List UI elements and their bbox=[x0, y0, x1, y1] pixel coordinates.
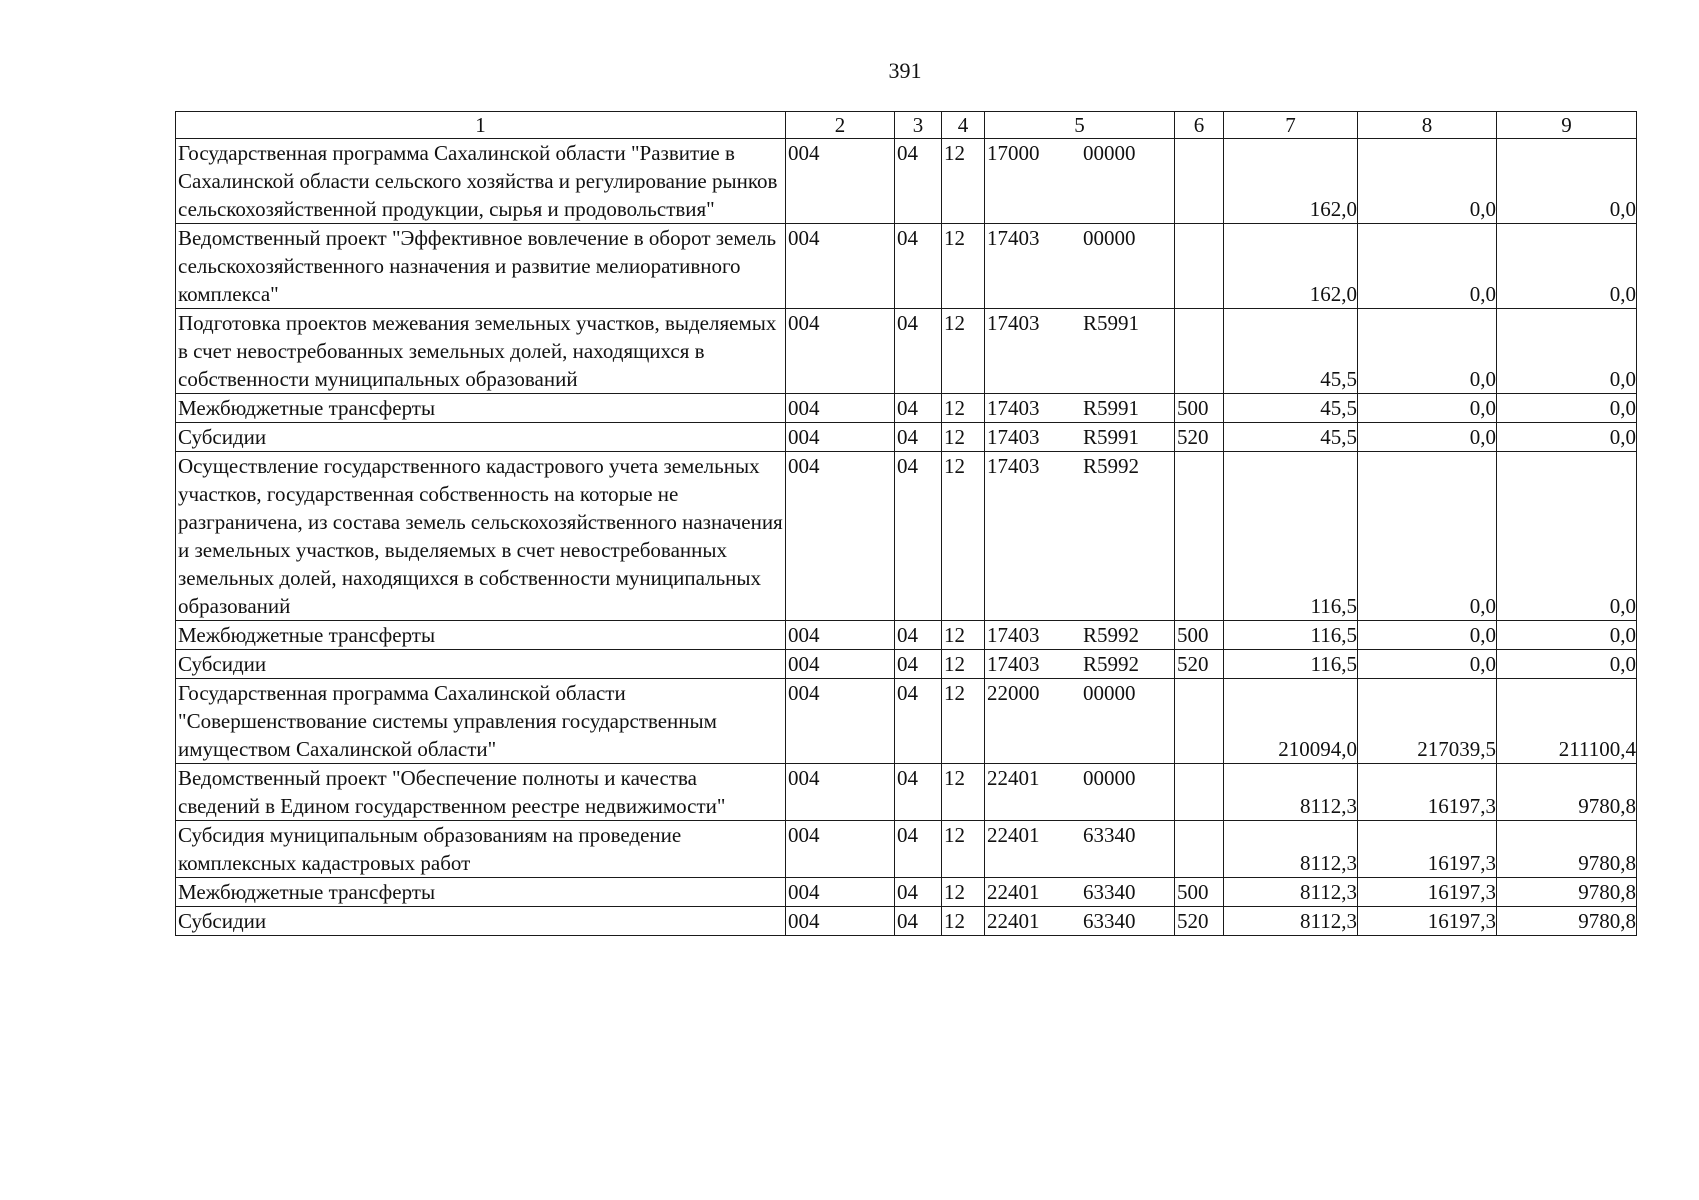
direction-code: 00000 bbox=[1083, 681, 1136, 705]
subsection-code: 12 bbox=[942, 309, 985, 394]
amount-year-2: 217039,5 bbox=[1358, 679, 1497, 764]
expense-type-code bbox=[1175, 309, 1224, 394]
program-code: 17000 bbox=[987, 141, 1040, 165]
amount-year-3: 9780,8 bbox=[1497, 821, 1637, 878]
target-article-code bbox=[985, 394, 1175, 423]
amount-year-1: 162,0 bbox=[1224, 224, 1358, 309]
section-code: 04 bbox=[895, 650, 942, 679]
direction-code: 63340 bbox=[1083, 880, 1136, 904]
section-code: 04 bbox=[895, 139, 942, 224]
target-article-code bbox=[985, 423, 1175, 452]
program-code: 22401 bbox=[987, 823, 1040, 847]
expense-type-code: 520 bbox=[1175, 423, 1224, 452]
direction-code: R5991 bbox=[1083, 425, 1140, 449]
table-row bbox=[176, 423, 1637, 452]
amount-year-1: 8112,3 bbox=[1224, 878, 1358, 907]
subsection-code: 12 bbox=[942, 224, 985, 309]
column-header: 1 bbox=[176, 112, 786, 139]
column-header: 9 bbox=[1497, 112, 1637, 139]
expense-type-code bbox=[1175, 764, 1224, 821]
amount-year-3: 0,0 bbox=[1497, 394, 1637, 423]
section-code: 04 bbox=[895, 764, 942, 821]
amount-year-3: 0,0 bbox=[1497, 650, 1637, 679]
program-code: 17403 bbox=[987, 396, 1040, 420]
ministry-code: 004 bbox=[786, 821, 895, 878]
ministry-code: 004 bbox=[786, 452, 895, 621]
table-header-row bbox=[176, 112, 1637, 139]
amount-year-2: 0,0 bbox=[1358, 621, 1497, 650]
table-row bbox=[176, 907, 1637, 936]
section-code: 04 bbox=[895, 907, 942, 936]
amount-year-3: 0,0 bbox=[1497, 309, 1637, 394]
section-code: 04 bbox=[895, 452, 942, 621]
table-row bbox=[176, 224, 1637, 309]
amount-year-3: 9780,8 bbox=[1497, 764, 1637, 821]
ministry-code: 004 bbox=[786, 139, 895, 224]
amount-year-1: 116,5 bbox=[1224, 650, 1358, 679]
direction-code: 63340 bbox=[1083, 909, 1136, 933]
section-code: 04 bbox=[895, 394, 942, 423]
amount-year-2: 0,0 bbox=[1358, 224, 1497, 309]
ministry-code: 004 bbox=[786, 394, 895, 423]
subsection-code: 12 bbox=[942, 423, 985, 452]
target-article-code bbox=[985, 452, 1175, 621]
section-code: 04 bbox=[895, 423, 942, 452]
amount-year-3: 211100,4 bbox=[1497, 679, 1637, 764]
item-name: Осуществление государственного кадастрового учета земельных участков, государственная собственность на которые не разграничена, из состава земель сельскохозяйственного назначения и земельных участков, выделяемых в счет невостребованных земельных долей, находящихся в собственности муниципальных образований bbox=[176, 452, 786, 621]
target-article-code bbox=[985, 679, 1175, 764]
amount-year-3: 0,0 bbox=[1497, 452, 1637, 621]
target-article-code bbox=[985, 907, 1175, 936]
item-name: Субсидия муниципальным образованиям на проведение комплексных кадастровых работ bbox=[176, 821, 786, 878]
subsection-code: 12 bbox=[942, 907, 985, 936]
subsection-code: 12 bbox=[942, 621, 985, 650]
expense-type-code bbox=[1175, 452, 1224, 621]
subsection-code: 12 bbox=[942, 878, 985, 907]
amount-year-2: 0,0 bbox=[1358, 139, 1497, 224]
section-code: 04 bbox=[895, 621, 942, 650]
expense-type-code: 500 bbox=[1175, 621, 1224, 650]
ministry-code: 004 bbox=[786, 423, 895, 452]
subsection-code: 12 bbox=[942, 452, 985, 621]
item-name: Межбюджетные трансферты bbox=[176, 878, 786, 907]
ministry-code: 004 bbox=[786, 679, 895, 764]
amount-year-3: 0,0 bbox=[1497, 139, 1637, 224]
amount-year-2: 0,0 bbox=[1358, 423, 1497, 452]
amount-year-2: 0,0 bbox=[1358, 309, 1497, 394]
column-header: 2 bbox=[786, 112, 895, 139]
expense-type-code: 500 bbox=[1175, 878, 1224, 907]
target-article-code bbox=[985, 621, 1175, 650]
expense-type-code: 500 bbox=[1175, 394, 1224, 423]
item-name: Государственная программа Сахалинской области "Развитие в Сахалинской области сельского хозяйства и регулирование рынков сельскохозяйственной продукции, сырья и продовольствия" bbox=[176, 139, 786, 224]
direction-code: 00000 bbox=[1083, 141, 1136, 165]
column-header: 8 bbox=[1358, 112, 1497, 139]
column-header: 7 bbox=[1224, 112, 1358, 139]
amount-year-2: 16197,3 bbox=[1358, 907, 1497, 936]
item-name: Субсидии bbox=[176, 650, 786, 679]
item-name: Ведомственный проект "Эффективное вовлечение в оборот земель сельскохозяйственного назначения и развитие мелиоративного комплекса" bbox=[176, 224, 786, 309]
table-row bbox=[176, 679, 1637, 764]
amount-year-2: 16197,3 bbox=[1358, 821, 1497, 878]
program-code: 17403 bbox=[987, 623, 1040, 647]
section-code: 04 bbox=[895, 878, 942, 907]
program-code: 22401 bbox=[987, 880, 1040, 904]
table-row bbox=[176, 452, 1637, 621]
amount-year-1: 45,5 bbox=[1224, 309, 1358, 394]
direction-code: R5992 bbox=[1083, 652, 1140, 676]
subsection-code: 12 bbox=[942, 821, 985, 878]
column-header: 5 bbox=[985, 112, 1175, 139]
subsection-code: 12 bbox=[942, 650, 985, 679]
table-row bbox=[176, 878, 1637, 907]
direction-code: R5992 bbox=[1083, 454, 1140, 478]
subsection-code: 12 bbox=[942, 764, 985, 821]
amount-year-1: 45,5 bbox=[1224, 394, 1358, 423]
program-code: 22401 bbox=[987, 766, 1040, 790]
target-article-code bbox=[985, 139, 1175, 224]
page-number: 391 bbox=[888, 58, 922, 83]
target-article-code bbox=[985, 764, 1175, 821]
expense-type-code: 520 bbox=[1175, 650, 1224, 679]
table-row bbox=[176, 394, 1637, 423]
table-row bbox=[176, 764, 1637, 821]
program-code: 17403 bbox=[987, 425, 1040, 449]
program-code: 22401 bbox=[987, 909, 1040, 933]
ministry-code: 004 bbox=[786, 878, 895, 907]
amount-year-1: 116,5 bbox=[1224, 621, 1358, 650]
section-code: 04 bbox=[895, 309, 942, 394]
ministry-code: 004 bbox=[786, 621, 895, 650]
ministry-code: 004 bbox=[786, 764, 895, 821]
program-code: 17403 bbox=[987, 226, 1040, 250]
program-code: 17403 bbox=[987, 454, 1040, 478]
direction-code: R5992 bbox=[1083, 623, 1140, 647]
amount-year-1: 210094,0 bbox=[1224, 679, 1358, 764]
amount-year-3: 9780,8 bbox=[1497, 907, 1637, 936]
direction-code: R5991 bbox=[1083, 311, 1140, 335]
table-row bbox=[176, 621, 1637, 650]
direction-code: R5991 bbox=[1083, 396, 1140, 420]
table-row bbox=[176, 309, 1637, 394]
ministry-code: 004 bbox=[786, 907, 895, 936]
expense-type-code: 520 bbox=[1175, 907, 1224, 936]
table-row bbox=[176, 650, 1637, 679]
target-article-code bbox=[985, 309, 1175, 394]
item-name: Межбюджетные трансферты bbox=[176, 394, 786, 423]
column-header: 3 bbox=[895, 112, 942, 139]
amount-year-3: 0,0 bbox=[1497, 224, 1637, 309]
subsection-code: 12 bbox=[942, 139, 985, 224]
expense-type-code bbox=[1175, 821, 1224, 878]
section-code: 04 bbox=[895, 821, 942, 878]
program-code: 17403 bbox=[987, 311, 1040, 335]
target-article-code bbox=[985, 224, 1175, 309]
amount-year-3: 0,0 bbox=[1497, 621, 1637, 650]
item-name: Межбюджетные трансферты bbox=[176, 621, 786, 650]
section-code: 04 bbox=[895, 224, 942, 309]
table-row bbox=[176, 139, 1637, 224]
amount-year-2: 0,0 bbox=[1358, 650, 1497, 679]
amount-year-2: 16197,3 bbox=[1358, 764, 1497, 821]
amount-year-1: 162,0 bbox=[1224, 139, 1358, 224]
column-header: 4 bbox=[942, 112, 985, 139]
section-code: 04 bbox=[895, 679, 942, 764]
program-code: 22000 bbox=[987, 681, 1040, 705]
subsection-code: 12 bbox=[942, 394, 985, 423]
direction-code: 00000 bbox=[1083, 766, 1136, 790]
expense-type-code bbox=[1175, 679, 1224, 764]
ministry-code: 004 bbox=[786, 650, 895, 679]
amount-year-3: 0,0 bbox=[1497, 423, 1637, 452]
table-row bbox=[176, 821, 1637, 878]
target-article-code bbox=[985, 878, 1175, 907]
amount-year-1: 116,5 bbox=[1224, 452, 1358, 621]
item-name: Субсидии bbox=[176, 907, 786, 936]
expense-type-code bbox=[1175, 139, 1224, 224]
program-code: 17403 bbox=[987, 652, 1040, 676]
subsection-code: 12 bbox=[942, 679, 985, 764]
amount-year-1: 8112,3 bbox=[1224, 821, 1358, 878]
target-article-code bbox=[985, 650, 1175, 679]
ministry-code: 004 bbox=[786, 309, 895, 394]
column-header: 6 bbox=[1175, 112, 1224, 139]
target-article-code bbox=[985, 821, 1175, 878]
ministry-code: 004 bbox=[786, 224, 895, 309]
amount-year-1: 8112,3 bbox=[1224, 907, 1358, 936]
amount-year-1: 8112,3 bbox=[1224, 764, 1358, 821]
amount-year-1: 45,5 bbox=[1224, 423, 1358, 452]
amount-year-2: 16197,3 bbox=[1358, 878, 1497, 907]
item-name: Подготовка проектов межевания земельных участков, выделяемых в счет невостребованных земельных долей, находящихся в собственности муниципальных образований bbox=[176, 309, 786, 394]
budget-table bbox=[175, 111, 1637, 936]
amount-year-3: 9780,8 bbox=[1497, 878, 1637, 907]
direction-code: 63340 bbox=[1083, 823, 1136, 847]
item-name: Ведомственный проект "Обеспечение полноты и качества сведений в Едином государственном реестре недвижимости" bbox=[176, 764, 786, 821]
amount-year-2: 0,0 bbox=[1358, 394, 1497, 423]
direction-code: 00000 bbox=[1083, 226, 1136, 250]
expense-type-code bbox=[1175, 224, 1224, 309]
amount-year-2: 0,0 bbox=[1358, 452, 1497, 621]
item-name: Субсидии bbox=[176, 423, 786, 452]
item-name: Государственная программа Сахалинской области "Совершенствование системы управления государственным имуществом Сахалинской области" bbox=[176, 679, 786, 764]
